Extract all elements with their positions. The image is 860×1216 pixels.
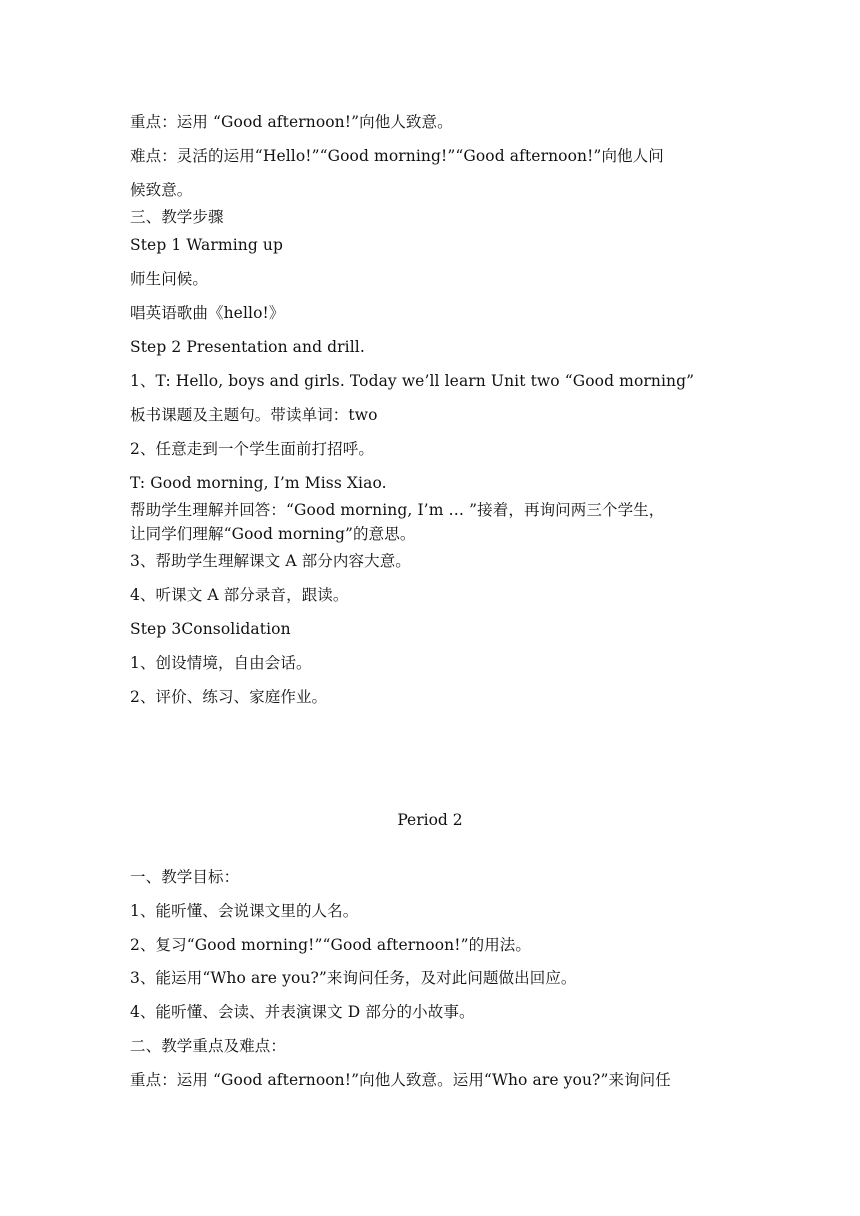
difficult-point-text-line2: 候致意。 xyxy=(130,181,193,199)
step3-title: Step 3Consolidation xyxy=(130,620,291,638)
step2-dialog: T: Good morning, I’m Miss Xiao. xyxy=(130,474,387,492)
step2-item1-continuation: 板书课题及主题句。带读单词：two xyxy=(130,406,378,424)
step2-item1: 1、T: Hello, boys and girls. Today we’ll learn Unit two “Good morning” xyxy=(130,372,695,390)
period-title: Period 2 xyxy=(397,811,463,829)
step1-item-song: 唱英语歌曲《hello!》 xyxy=(130,304,285,322)
step2-item2: 2、任意走到一个学生面前打招呼。 xyxy=(130,440,374,458)
step3-item1: 1、创设情境，自由会话。 xyxy=(130,654,312,672)
difficult-point-text-line1: 难点：灵活的运用“Hello!”“Good morning!”“Good afternoon!”向他人问 xyxy=(130,147,664,165)
step2-title: Step 2 Presentation and drill. xyxy=(130,338,365,356)
key-point-text: 重点：运用 “Good afternoon!”向他人致意。 xyxy=(130,113,453,131)
objective-4: 4、能听懂、会读、并表演课文 D 部分的小故事。 xyxy=(130,1003,475,1021)
objective-1: 1、能听懂、会说课文里的人名。 xyxy=(130,902,359,920)
step2-item3: 3、帮助学生理解课文 A 部分内容大意。 xyxy=(130,552,411,570)
step1-item-greeting: 师生问候。 xyxy=(130,270,209,288)
step2-help-line2: 让同学们理解“Good morning”的意思。 xyxy=(130,525,416,543)
teaching-steps-heading: 三、教学步骤 xyxy=(130,208,224,226)
step2-item4: 4、听课文 A 部分录音，跟读。 xyxy=(130,586,349,604)
objective-3: 3、能运用“Who are you?”来询问任务，及对此问题做出回应。 xyxy=(130,969,577,987)
key-difficult-heading: 二、教学重点及难点： xyxy=(130,1037,287,1055)
step1-title: Step 1 Warming up xyxy=(130,236,283,254)
step3-item2: 2、评价、练习、家庭作业。 xyxy=(130,688,328,706)
step2-help-line1: 帮助学生理解并回答：“Good morning, I’m … ”接着，再询问两三个学生， xyxy=(130,501,665,519)
objectives-heading: 一、教学目标： xyxy=(130,868,240,886)
period2-key-point: 重点：运用 “Good afternoon!”向他人致意。运用“Who are you?”来询问任 xyxy=(130,1071,671,1089)
objective-2: 2、复习“Good morning!”“Good afternoon!”的用法。 xyxy=(130,936,532,954)
